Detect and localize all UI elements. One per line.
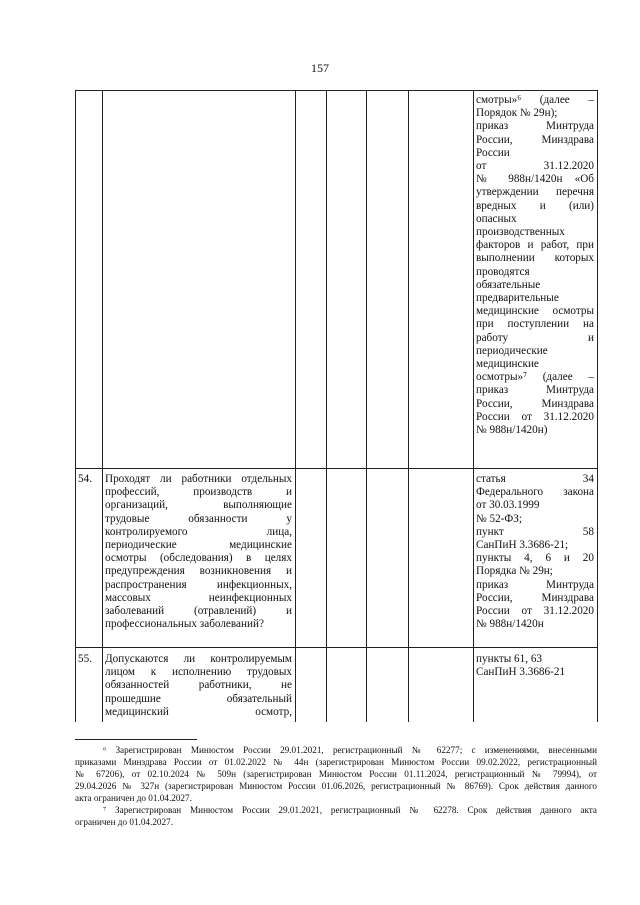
footnote-line: акта ограничен до 01.04.2027. [75,793,192,803]
reference-line: от 30.03.1999 [476,499,540,512]
reference-line: приказ Минтруда [476,120,594,133]
reference-line: России от 31.12.2020 [476,410,594,423]
row-divider [75,647,598,648]
reference-line: № 988н/1420н «Об [476,173,594,186]
reference-line: России, Минздрава [476,591,594,604]
column-divider [102,90,103,722]
column-divider [326,90,327,722]
reference-line: России, Минздрава [476,133,594,146]
question-line: распространения инфекционных, [105,578,292,591]
reference-line: обязательные [476,278,541,291]
continuation-reference-cell [476,94,594,437]
question-line: профессий, производств и [105,486,292,499]
reference-line: вредных и (или) [476,199,594,212]
footnote-separator [75,739,197,740]
question-line: трудовые обязанности у [105,512,292,525]
reference-line: России, Минздрава [476,397,594,410]
footnotes [75,744,597,828]
question-line: прошедшие обязательный [105,692,292,705]
reference-line: смотры»⁶ (далее – [476,94,594,106]
question-cell [105,473,292,631]
reference-line: пункты 61, 63 [476,653,543,665]
question-line: осмотры (обследования) в целях [105,552,292,565]
question-line: обязанностей работники, не [105,679,292,692]
reference-line: № 988н/1420н) [476,424,548,437]
reference-line: Порядка № 29н; [476,565,553,578]
reference-line: производственных [476,226,565,239]
reference-line: № 52-ФЗ; [476,512,522,525]
reference-line: СанПиН 3.3686-21; [476,539,569,552]
footnote-line: ⁷ Зарегистрирован Минюстом России 29.01.2021, регистрационный № 62278. Срок действия данного акта [103,805,597,815]
reference-line: периодические [476,344,548,357]
question-line: предупреждения возникновения и [105,565,292,578]
reference-line: № 988н/1420н [476,618,544,631]
reference-line: пункты 4, 6 и 20 [476,552,594,565]
question-line: заболеваний (отравлений) и [105,605,292,618]
question-line: Проходят ли работники отдельных [105,473,292,485]
reference-line: России [476,146,510,159]
reference-cell [476,473,594,631]
reference-cell [476,653,594,679]
page-number: 157 [311,61,329,75]
reference-line: при поступлении на [476,318,594,331]
footnote-line: 29.04.2026 № 327н (зарегистрирован Минюстом России 01.06.2026, регистрационный № 86769). Срок действия данного [75,781,597,791]
question-line: организаций, выполняющие [105,499,292,512]
reference-line: опасных [476,212,517,225]
footnote-line: ограничен до 01.04.2027. [75,817,173,827]
reference-line: приказ Минтруда [476,578,594,591]
footnote-6 [75,744,597,756]
column-divider [408,90,409,722]
question-line: Допускаются ли контролируемым [105,653,292,665]
footnote-line: № 67206), от 02.10.2024 № 509н (зарегистрирован Минюстом России 01.11.2024, регистрационный № 79994), от [75,769,597,779]
reference-line: работу и [476,331,594,344]
question-line: периодические медицинские [105,539,292,552]
question-line: контролируемого лица, [105,525,292,538]
requirements-table [75,90,598,722]
reference-line: Порядок № 29н); [476,107,558,120]
column-divider [295,90,296,722]
footnote-line: ⁶ Зарегистрирован Минюстом России 29.01.2021, регистрационный № 62277; с изменениями, внесенными [103,745,597,755]
reference-line: Федерального закона [476,486,594,499]
row-number: 55. [78,653,92,665]
reference-line: приказ Минтруда [476,384,594,397]
footnote-7 [75,804,597,816]
reference-line: СанПиН 3.3686-21 [476,666,566,679]
question-cell [105,653,292,719]
row-divider [75,468,598,469]
reference-line: выполнении которых [476,252,594,265]
question-line: профессиональных заболеваний? [105,618,264,631]
column-divider [366,90,367,722]
reference-line: статья 34 [476,473,594,485]
table-border-right [597,90,598,722]
reference-line: утверждении перечня [476,186,594,199]
reference-line: предварительные [476,292,559,305]
footnote-line: приказами Минздрава России от 01.02.2022 № 44н (зарегистрирован Минюстом России 09.02.2022, регистрационный [75,757,597,767]
reference-line: факторов и работ, при [476,239,594,252]
reference-line: проводятся [476,265,530,278]
reference-line: осмотры»⁷ (далее – [476,371,594,384]
question-line: массовых неинфекционных [105,591,292,604]
reference-line: пункт 58 [476,525,594,538]
reference-line: медицинские [476,358,539,371]
reference-line: от 31.12.2020 [476,160,594,173]
question-line: медицинский осмотр, [105,705,292,718]
reference-line: медицинские осмотры [476,305,594,318]
reference-line: России от 31.12.2020 [476,605,594,618]
table-border-left [75,90,76,722]
row-number: 54. [78,473,92,485]
table-border-top [75,90,598,91]
question-line: лицом к исполнению трудовых [105,666,292,679]
column-divider [473,90,474,722]
